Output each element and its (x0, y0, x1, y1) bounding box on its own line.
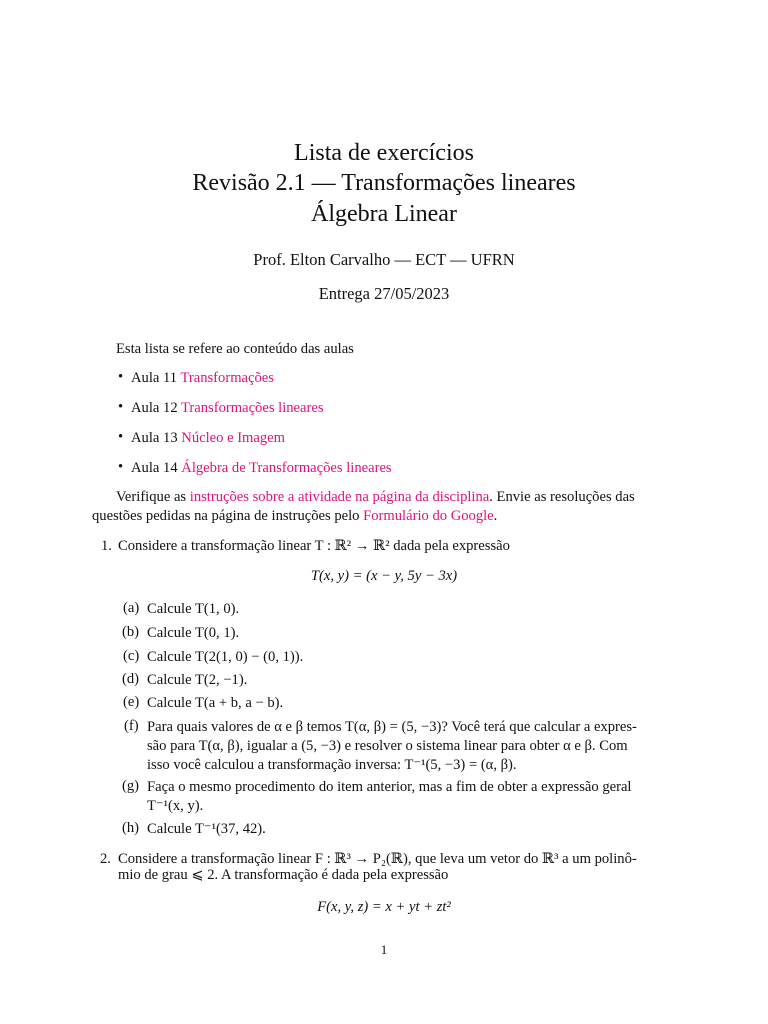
lesson-item (131, 369, 274, 388)
verify-line-1 (116, 488, 635, 507)
lesson-link[interactable]: Núcleo e Imagem (181, 430, 286, 446)
item-label: (b) (122, 624, 140, 640)
intro-text: Esta lista se refere ao conteúdo das aulas (116, 341, 354, 357)
question-1-equation: T(x, y) = (x − y, 5y − 3x) (310, 568, 458, 584)
item-text-line: Faça o mesmo procedimento do item anterior, mas a fim de obter a expressão geral (147, 779, 632, 795)
item-label: (d) (122, 671, 140, 687)
item-text-line: Para quais valores de α e β temos T(α, β) = (5, −3)? Você terá que calcular a expres- (147, 719, 637, 735)
bullet-icon: • (118, 399, 124, 415)
item-label: (f) (124, 718, 139, 734)
item-label: (h) (122, 820, 140, 836)
title-line-1: Lista de exercícios (294, 140, 474, 166)
lesson-item (131, 399, 324, 418)
item-label: (e) (123, 694, 140, 710)
item-label: (g) (122, 778, 140, 794)
lesson-link[interactable]: Transformações lineares (181, 400, 324, 416)
verify-text: . Envie as resoluções das (489, 489, 635, 505)
bullet-icon: • (118, 369, 124, 385)
author: Prof. Elton Carvalho — ECT — UFRN (253, 250, 515, 269)
question-2-text-line: Considere a transformação linear F : ℝ³ → P₂(ℝ), que leva um vetor do ℝ³ a um polinô- (118, 851, 637, 867)
due-date: Entrega 27/05/2023 (318, 284, 450, 303)
bullet-icon: • (118, 459, 124, 475)
item-text-line: isso você calculou a transformação inversa: T⁻¹(5, −3) = (α, β). (147, 757, 517, 773)
bullet-icon: • (118, 429, 124, 445)
verify-text: questões pedidas na página de instruções pelo (92, 508, 360, 524)
lesson-number: Aula 13 (131, 430, 178, 446)
title-line-3: Álgebra Linear (311, 201, 457, 227)
question-1-text: Considere a transformação linear T : ℝ² → ℝ² dada pela expressão (118, 538, 510, 554)
question-1-number: 1. (101, 538, 112, 554)
item-text: Calcule T(0, 1). (147, 625, 240, 641)
instructions-link[interactable]: instruções sobre a atividade na página da disciplina (189, 489, 490, 505)
lesson-item (131, 429, 285, 448)
item-text-line: são para T(α, β), igualar a (5, −3) e resolver o sistema linear para obter α e β. Com (147, 738, 628, 754)
question-2-text-line: mio de grau ⩽ 2. A transformação é dada pela expressão (118, 867, 449, 883)
verify-text: Verifique as (116, 489, 187, 505)
item-text: Calcule T(2, −1). (147, 672, 248, 688)
item-label: (a) (123, 600, 140, 616)
item-text: Calcule T(1, 0). (147, 601, 240, 617)
verify-text: . (493, 508, 498, 524)
item-text: Calcule T⁻¹(37, 42). (147, 821, 266, 837)
item-text-line: T⁻¹(x, y). (147, 798, 204, 814)
item-text: Calcule T(a + b, a − b). (147, 695, 284, 711)
item-text: Calcule T(2(1, 0) − (0, 1)). (147, 649, 304, 665)
lesson-number: Aula 12 (131, 400, 178, 416)
lesson-number: Aula 14 (131, 460, 178, 476)
google-form-link[interactable]: Formulário do Google (363, 508, 494, 524)
page-number: 1 (380, 942, 388, 957)
title-line-2: Revisão 2.1 — Transformações lineares (192, 170, 576, 196)
verify-line-2 (92, 507, 497, 526)
question-2-number: 2. (100, 851, 111, 867)
lesson-item (131, 459, 392, 478)
question-2-equation: F(x, y, z) = x + yt + zt² (317, 899, 451, 915)
item-label: (c) (123, 648, 140, 664)
lesson-link[interactable]: Álgebra de Transformações lineares (181, 460, 392, 476)
lesson-link[interactable]: Transformações (180, 370, 274, 386)
lesson-number: Aula 11 (131, 370, 178, 386)
